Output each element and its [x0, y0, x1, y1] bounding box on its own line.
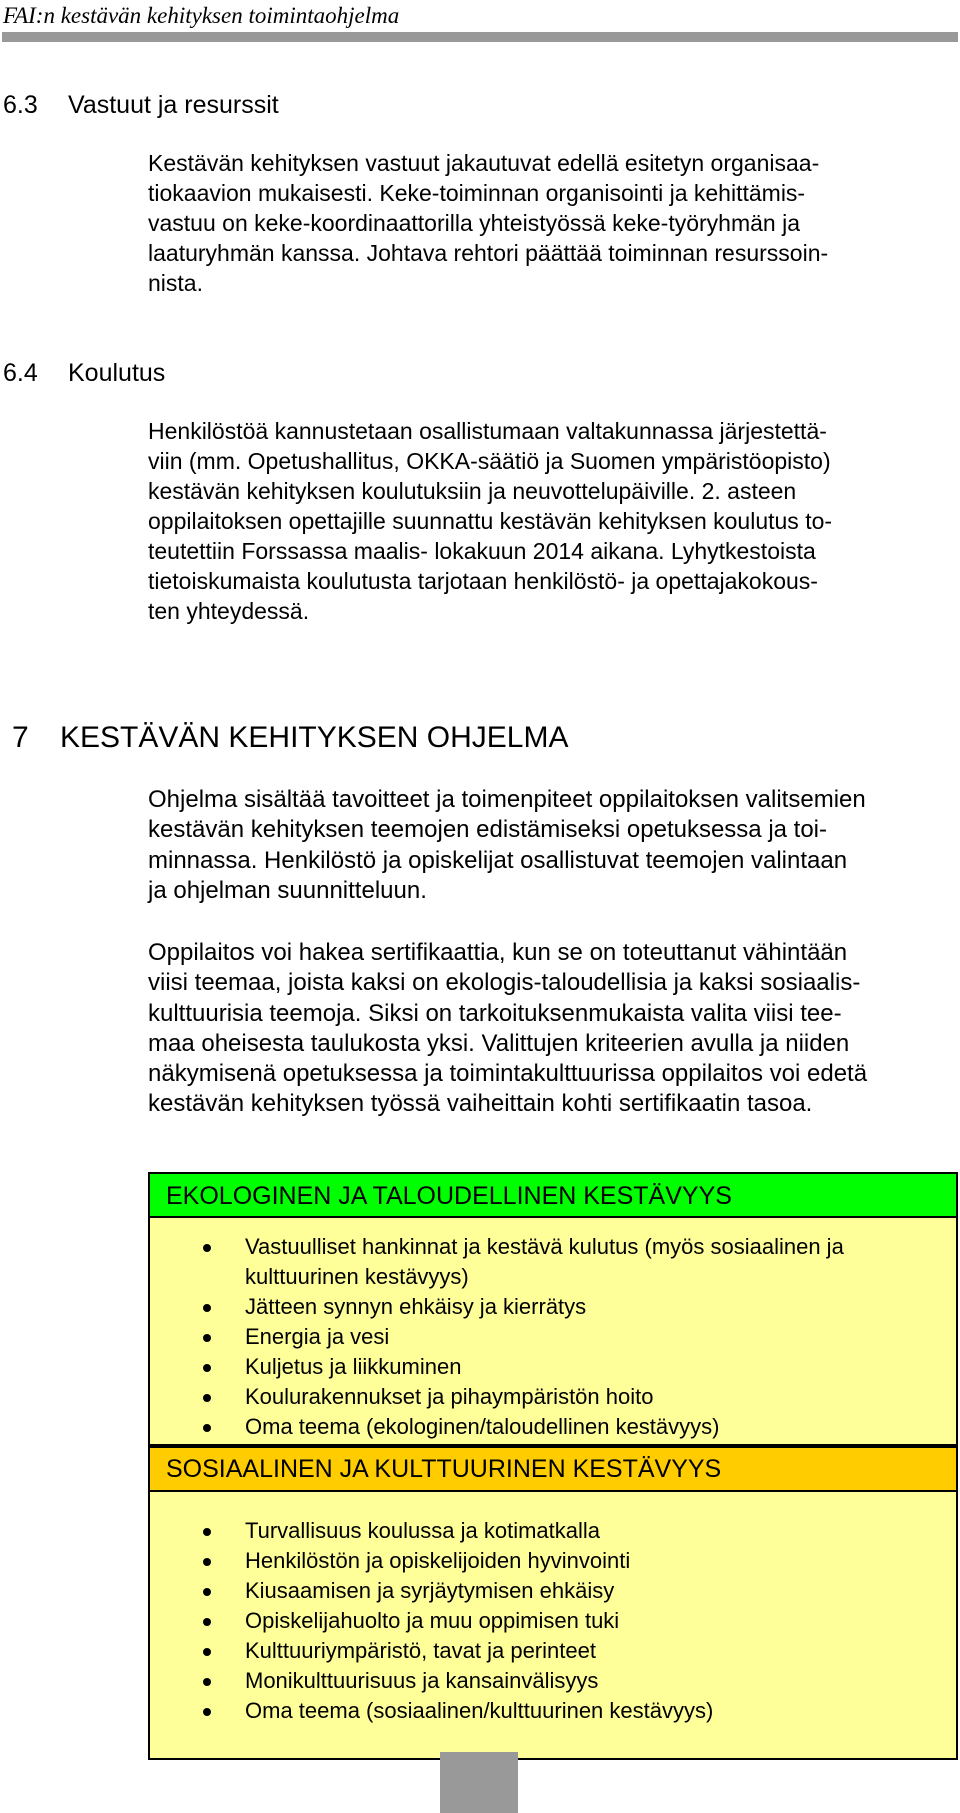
text-line: kestävän kehityksen työssä vaiheittain kohti sertifikaatin tasoa. [148, 1090, 813, 1118]
paragraph-sertifikaatti [148, 938, 958, 1120]
text-line: maa oheisesta taulukosta yksi. Valittujen kriteerien avulla ja niiden [148, 1029, 850, 1057]
text-line: tietoiskumaista koulutusta tarjotaan henkilöstö- ja opettajakokous- [148, 568, 818, 594]
bullet-icon [203, 1424, 211, 1432]
section-number: 6.3 [3, 91, 38, 119]
list-item [150, 1352, 956, 1382]
bullet-icon [203, 1528, 211, 1536]
list-item [150, 1576, 956, 1606]
paragraph-koulutus [148, 416, 958, 626]
text-line: Ohjelma sisältää tavoitteet ja toimenpiteet oppilaitoksen valitsemien [148, 786, 866, 813]
bullet-icon [203, 1304, 211, 1312]
list-item-text: Vastuulliset hankinnat ja kestävä kulutus (myös sosiaalinen ja kulttuurinen kestävyys) [245, 1234, 844, 1289]
bullet-icon [203, 1648, 211, 1656]
text-line: teutettiin Forssassa maalis- lokakuun 2014 aikana. Lyhytkestoista [148, 538, 816, 564]
section-title: Vastuut ja resurssit [68, 91, 279, 119]
text-line: oppilaitoksen opettajille suunnattu kestävän kehityksen koulutus to- [148, 508, 833, 534]
text-line: Oppilaitos voi hakea sertifikaattia, kun se on toteuttanut vähintään [148, 939, 848, 966]
section-title: Koulutus [68, 359, 166, 387]
list-item-text: Oma teema (sosiaalinen/kulttuurinen kestävyys) [245, 1698, 714, 1723]
text-line: kestävän kehityksen teemojen edistämiseksi opetuksessa ja toi- [148, 816, 828, 844]
bullet-icon [203, 1558, 211, 1566]
text-line: viin (mm. Opetushallitus, OKKA-säätiö ja Suomen ympäristöopisto) [148, 448, 831, 474]
bullet-icon [203, 1708, 211, 1716]
list-item-text: Oma teema (ekologinen/taloudellinen kestävyys) [245, 1414, 720, 1439]
list-item-text: Jätteen synnyn ehkäisy ja kierrätys [245, 1294, 587, 1319]
list-item-text: Opiskelijahuolto ja muu oppimisen tuki [245, 1608, 620, 1633]
text-line: ten yhteydessä. [148, 598, 310, 624]
bullet-icon [203, 1678, 211, 1686]
bullet-icon [203, 1394, 211, 1402]
ecological-list [150, 1232, 956, 1442]
bullet-icon [203, 1244, 211, 1252]
text-line: vastuu on keke-koordinaattorilla yhteistyössä keke-työryhmän ja [148, 210, 800, 236]
paragraph-ohjelma [148, 785, 958, 906]
page-header [0, 0, 960, 46]
document-title: FAI:n kestävän kehityksen toimintaohjelma [3, 3, 400, 28]
chapter-number: 7 [12, 721, 29, 754]
list-item-text: Kiusaamisen ja syrjäytymisen ehkäisy [245, 1578, 615, 1603]
list-item-text: Kuljetus ja liikkuminen [245, 1354, 462, 1379]
list-item [150, 1696, 956, 1726]
list-item [150, 1546, 956, 1576]
list-item [150, 1636, 956, 1666]
text-line: viisi teemaa, joista kaksi on ekologis-taloudellisia ja kaksi sosiaalis- [148, 969, 861, 997]
list-item [150, 1382, 956, 1412]
list-item-text: Henkilöstön ja opiskelijoiden hyvinvointi [245, 1548, 631, 1573]
page-footer-bar [440, 1752, 518, 1813]
list-item-text: Monikulttuurisuus ja kansainvälisyys [245, 1668, 599, 1693]
list-item-text: Energia ja vesi [245, 1324, 390, 1349]
text-line: Kestävän kehityksen vastuut jakautuvat edellä esitetyn organisaa- [148, 150, 820, 176]
list-item [150, 1322, 956, 1352]
bullet-icon [203, 1364, 211, 1372]
section-number: 6.4 [3, 359, 38, 387]
list-item-text: Kulttuuriympäristö, tavat ja perinteet [245, 1638, 596, 1663]
text-line: kestävän kehityksen koulutuksiin ja neuvottelupäiville. 2. asteen [148, 478, 797, 504]
text-line: kulttuurisia teemoja. Siksi on tarkoituksenmukaista valita viisi tee- [148, 999, 842, 1027]
text-line: tiokaavion mukaisesti. Keke-toiminnan organisointi ja kehittämis- [148, 180, 806, 206]
list-item-text: Turvallisuus koulussa ja kotimatkalla [245, 1518, 600, 1543]
list-item [150, 1516, 956, 1546]
bullet-icon [203, 1588, 211, 1596]
text-line: Henkilöstöä kannustetaan osallistumaan valtakunnassa järjestettä- [148, 418, 827, 444]
list-item [150, 1292, 956, 1322]
list-item [150, 1412, 956, 1442]
bullet-icon [203, 1334, 211, 1342]
ecological-box [148, 1216, 958, 1446]
social-list [150, 1516, 956, 1726]
bullet-icon [203, 1618, 211, 1626]
ecological-header: EKOLOGINEN JA TALOUDELLINEN KESTÄVYYS [148, 1172, 958, 1218]
list-item [150, 1606, 956, 1636]
text-line: minnassa. Henkilöstö ja opiskelijat osallistuvat teemojen valintaan [148, 846, 848, 874]
text-line: ja ohjelman suunnitteluun. [148, 876, 427, 904]
text-line: näkymisenä opetuksessa ja toimintakulttuurissa oppilaitos voi edetä [148, 1060, 868, 1088]
social-box [148, 1490, 958, 1760]
paragraph-vastuut [148, 148, 958, 298]
header-rule [2, 32, 958, 42]
social-header: SOSIAALINEN JA KULTTUURINEN KESTÄVYYS [148, 1446, 958, 1492]
list-item [150, 1666, 956, 1696]
text-line: nista. [148, 270, 203, 296]
chapter-title: KESTÄVÄN KEHITYKSEN OHJELMA [60, 721, 569, 754]
text-line: laaturyhmän kanssa. Johtava rehtori päättää toiminnan resurssoin- [148, 240, 829, 266]
list-item [150, 1232, 956, 1292]
list-item-text: Koulurakennukset ja pihaympäristön hoito [245, 1384, 654, 1409]
